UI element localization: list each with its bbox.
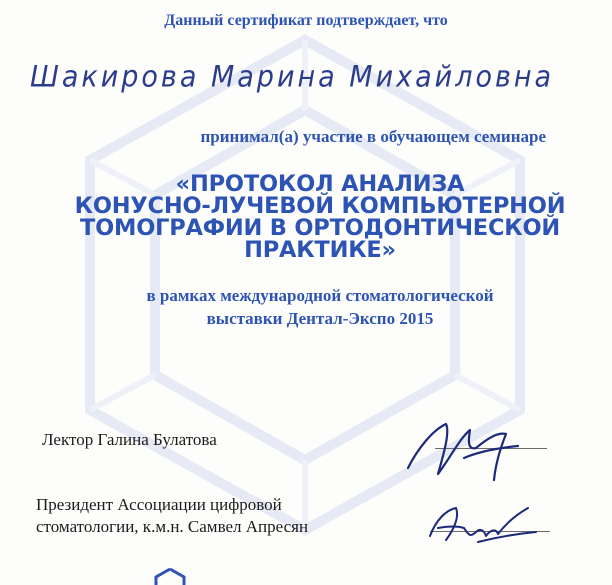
association-logo-icon <box>140 566 200 585</box>
president-line: Президент Ассоциации цифровой <box>36 495 282 514</box>
lecturer-signature <box>398 408 548 488</box>
seminar-title-line: «ПРОТОКОЛ АНАЛИЗА <box>175 171 465 197</box>
lecturer-name: Лектор Галина Булатова <box>42 430 217 449</box>
seminar-title-line: ТОМОГРАФИИ В ОРТОДОНТИЧЕСКОЙ <box>79 215 561 241</box>
president-line: стоматологии, к.м.н. Самвел Апресян <box>36 517 309 536</box>
seminar-title-line: КОНУСНО-ЛУЧЕВОЙ КОМПЬЮТЕРНОЙ <box>74 193 566 219</box>
president-signature <box>418 490 558 560</box>
recipient-name-block <box>30 60 555 115</box>
president-block <box>36 494 308 538</box>
exhibition-line: в рамках международной стоматологической <box>146 286 494 305</box>
participated-line: принимал(а) участие в обучающем семинаре <box>200 127 546 146</box>
seminar-title <box>30 173 610 261</box>
exhibition-info <box>30 284 610 330</box>
confirms-line: Данный сертификат подтверждает, что <box>164 12 448 29</box>
seminar-title-line: ПРАКТИКЕ» <box>244 237 396 263</box>
recipient-name: Шакирова Марина Михайловна <box>30 60 555 95</box>
exhibition-line: выставки Дентал-Экспо 2015 <box>206 309 434 328</box>
